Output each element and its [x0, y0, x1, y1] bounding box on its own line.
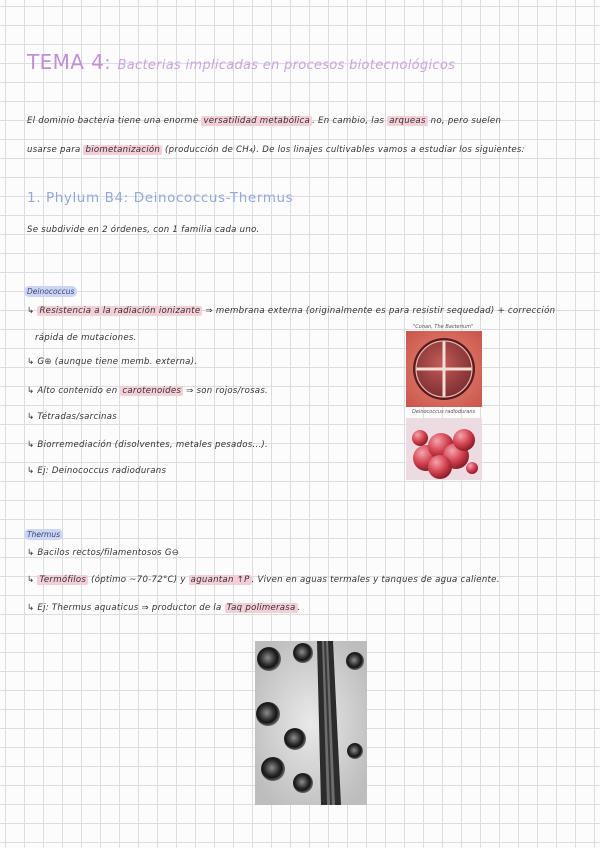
deino-bullet-6: ↳ Ej: Deinococcus radiodurans — [27, 466, 167, 476]
thermus-b2-text: (óptimo ~70-72°C) y — [88, 575, 189, 585]
intro-text-2b: (producción de CH₄). De los linajes cultivables vamos a estudiar los siguientes: — [162, 145, 525, 155]
deino-b3-highlight: carotenoides — [122, 386, 182, 396]
deinococcus-tag: Deinococcus — [24, 286, 77, 297]
thermus-b2-arrow: ↳ — [27, 575, 38, 585]
section-subtext: Se subdivide en 2 órdenes, con 1 familia cada uno. — [27, 225, 260, 235]
intro-line-1 — [27, 116, 501, 126]
intro-text-1a: El dominio bacteria tiene una enorme — [27, 116, 202, 126]
thermus-bullet-2 — [27, 575, 500, 585]
thermus-bullet-3 — [27, 603, 301, 613]
image-caption-1: "Conan, The Bacterium" — [413, 324, 474, 330]
deino-bullet-4: ↳ Tétradas/sarcinas — [27, 412, 117, 422]
thermus-b3-end: . — [297, 603, 301, 613]
title-colon: : — [104, 52, 112, 74]
deinococcus-tetrad-image — [406, 331, 482, 407]
thermus-b2-text-c: . Viven en aguas termales y tanques de agua caliente. — [251, 575, 500, 585]
deino-b1-highlight: Resistencia a la radiación ionizante — [39, 306, 201, 316]
title-subtitle: Bacterias implicadas en procesos biotecnológicos — [117, 58, 456, 73]
intro-text-1b: . En cambio, las — [312, 116, 388, 126]
thermus-b3-highlight: Taq polimerasa — [226, 603, 296, 613]
intro-highlight-3: biometanización — [85, 145, 161, 155]
intro-highlight-1: versatilidad metabólica — [203, 116, 311, 126]
intro-line-2 — [27, 145, 525, 155]
deinococcus-cluster-image — [406, 418, 482, 480]
deino-bullet-1-cont: rápida de mutaciones. — [35, 333, 137, 343]
section-heading: 1. Phylum B4: Deinococcus-Thermus — [27, 190, 294, 206]
deino-b3-text-a: ↳ Alto contenido en — [27, 386, 121, 396]
thermus-b3-text: ↳ Ej: Thermus aquaticus ⇒ productor de la — [27, 603, 225, 613]
intro-highlight-2: arqueas — [389, 116, 426, 126]
deino-bullet-5: ↳ Biorremediación (disolventes, metales pesados...). — [27, 440, 269, 450]
deino-bullet-2: ↳ G⊕ (aunque tiene memb. externa). — [27, 357, 198, 367]
thermus-tag-wrap — [24, 522, 63, 541]
image-caption-2: Deinococcus radiodurans — [412, 409, 476, 415]
thermus-b2-highlight-1: Termófilos — [39, 575, 87, 585]
deino-bullet-1 — [27, 306, 555, 316]
deino-b1-arrow: ↳ — [27, 306, 38, 316]
title-tema: TEMA 4 — [27, 50, 105, 74]
thermus-b2-highlight-2: aguantan ↑P — [190, 575, 250, 585]
thermus-tag: Thermus — [24, 529, 63, 540]
thermus-bullet-1: ↳ Bacilos rectos/filamentosos G⊖ — [27, 548, 180, 558]
deinococcus-tag-wrap — [24, 279, 77, 298]
deino-b1-text: ⇒ membrana externa (originalmente es para resistir sequedad) + corrección — [202, 306, 556, 316]
deino-bullet-3 — [27, 386, 268, 396]
intro-text-2a: usarse para — [27, 145, 84, 155]
page-title — [27, 50, 455, 74]
deino-b3-text-b: ⇒ son rojos/rosas. — [183, 386, 269, 396]
thermus-micrograph-image — [255, 641, 367, 805]
intro-text-1c: no, pero suelen — [427, 116, 502, 126]
